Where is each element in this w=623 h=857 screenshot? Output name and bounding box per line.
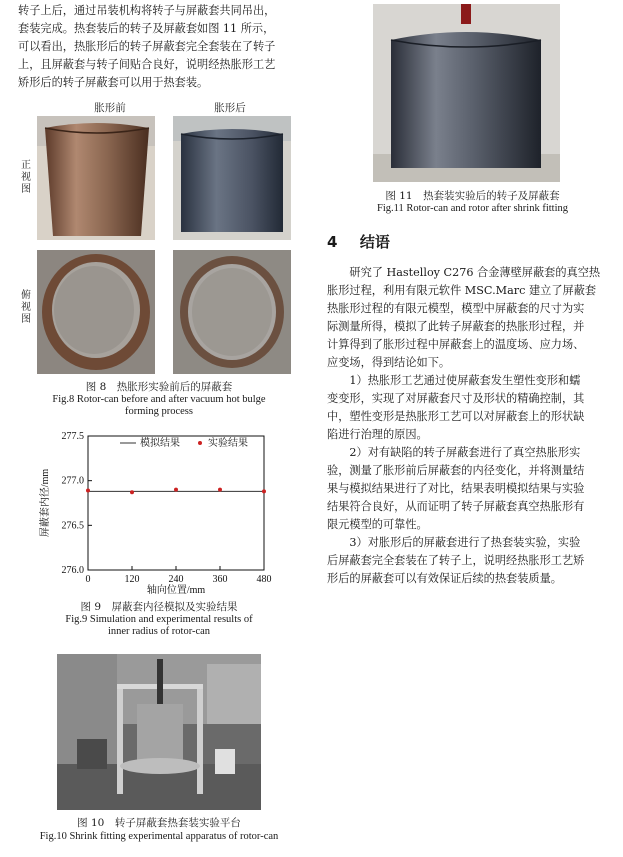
left-paragraph: [18, 2, 300, 92]
legend-point-marker: [198, 441, 202, 445]
fig8-col-before: 胀形前: [94, 102, 126, 114]
fig9-chart: [30, 428, 290, 596]
section-number: 4: [327, 233, 338, 251]
exp-data-point: [174, 488, 178, 492]
legend-sim-label: 模拟结果: [140, 438, 180, 449]
x-tick-label: 0: [85, 574, 91, 585]
text-line: 计算得到了胀形过程中屏蔽套上的温度场、应力场、: [327, 338, 585, 351]
text-line: 上，且屏蔽套与转子间贴合良好，说明经热胀形工艺: [18, 58, 276, 71]
conclusion-body: [327, 264, 615, 588]
fig8-col-after: 胀形后: [214, 102, 246, 114]
x-tick-label: 120: [124, 574, 140, 585]
legend: [120, 436, 248, 449]
section-title: 结语: [359, 233, 390, 251]
y-tick-label: 276.0: [61, 565, 84, 576]
text-line: 应变场，得到结论如下。: [327, 356, 451, 369]
text-line: 后屏蔽套完全套装在了转子上，说明经热胀形工艺矫: [327, 554, 585, 567]
exp-data-point: [262, 489, 266, 493]
text-line: 限元模型的可靠性。: [327, 518, 428, 531]
text-line: 2）对有缺陷的转子屏蔽套进行了真空热胀形实: [349, 446, 581, 459]
photo-before-front: [37, 116, 155, 240]
text-line: 矫形后的转子屏蔽套可以用于热套装。: [18, 76, 209, 89]
text-line: 果与模拟结果进行了对比，结果表明模拟结果与实验: [327, 482, 585, 495]
fig11-caption-cn: 图 11 热套装实验后的转子及屏蔽套: [385, 190, 560, 202]
photo-shrink-fitting-apparatus: [57, 654, 261, 810]
text-line: 3）对胀形后的屏蔽套进行了热套装实验，实验: [349, 536, 581, 549]
text-line: 转子上后，通过吊装机构将转子与屏蔽套共同吊出，: [18, 4, 276, 17]
text-line: 热胀形过程的有限元模型，模型中屏蔽套的尺寸为实: [327, 302, 585, 315]
fig10-caption-cn: 图 10 转子屏蔽套热套装实验平台: [77, 817, 241, 829]
fig9-caption-en-1: Fig.9 Simulation and experimental results of: [65, 614, 253, 625]
photo-after-front: [173, 116, 291, 240]
text-line: 验，测量了胀形前后屏蔽套的内径变化，并将测量结: [327, 464, 585, 477]
y-tick-label: 276.5: [61, 520, 84, 532]
text-line: 研究了 Hastelloy C276 合金薄壁屏蔽套的真空热: [349, 266, 601, 279]
text-line: 可以看出，热胀形后的转子屏蔽套完全套装在了转子: [18, 40, 276, 53]
fig8-row-front: 正视图: [21, 160, 31, 195]
text-line: 形后的屏蔽套可以有效保证后续的热套装质量。: [327, 572, 562, 585]
x-axis-label: 轴向位置/mm: [146, 585, 206, 596]
photo-after-top: [173, 250, 291, 374]
fig10-caption-en: Fig.10 Shrink fitting experimental apparatus of rotor-can: [39, 831, 279, 842]
photo-before-top: [37, 250, 155, 374]
x-tick-label: 360: [212, 574, 228, 585]
fig9-caption-en-2: inner radius of rotor-can: [107, 626, 211, 637]
x-tick-label: 480: [256, 574, 272, 585]
fig8-caption-en-2: forming process: [125, 406, 193, 417]
plot-frame: [88, 436, 264, 570]
text-line: 1）热胀形工艺通过使屏蔽套发生塑性变形和蠕: [349, 374, 581, 387]
y-tick-label: 277.5: [61, 431, 84, 442]
fig8-caption-cn: 图 8 热胀形实验前后的屏蔽套: [85, 381, 233, 393]
text-line: 套装完成。热套装后的转子及屏蔽套如图 11 所示，: [18, 22, 275, 35]
section-heading: [327, 231, 390, 252]
text-line: 中，塑性变形是热胀形工艺可以对屏蔽套上的形状缺: [327, 410, 585, 423]
fig8-row-top: 俯视图: [21, 290, 31, 325]
exp-data-point: [86, 488, 90, 492]
legend-exp-label: 实验结果: [208, 438, 248, 449]
fig8-caption-en-1: Fig.8 Rotor-can before and after vacuum hot bulge: [52, 394, 266, 405]
photo-rotor-after-fitting: [373, 4, 560, 182]
text-line: 结果符合良好，从而证明了转子屏蔽套真空热胀形有: [327, 500, 585, 513]
text-line: 变变形，实现了对屏蔽套尺寸及形状的精确控制，其: [327, 392, 585, 405]
fig9-caption-cn: 图 9 屏蔽套内径模拟及实验结果: [80, 601, 238, 613]
text-line: 陷进行治理的原因。: [327, 428, 428, 441]
x-tick-label: 240: [168, 574, 184, 585]
exp-data-point: [130, 490, 134, 494]
y-axis-label: 屏蔽套内径/mm: [40, 468, 51, 538]
y-tick-label: 277.0: [61, 475, 84, 487]
text-line: 际测量所得，模拟了此转子屏蔽套的热胀形过程，并: [327, 320, 585, 333]
fig11-caption-en: Fig.11 Rotor-can and rotor after shrink fitting: [377, 203, 568, 214]
exp-data-point: [218, 488, 222, 492]
text-line: 胀形过程，利用有限元软件 MSC.Marc 建立了屏蔽套: [327, 284, 597, 297]
